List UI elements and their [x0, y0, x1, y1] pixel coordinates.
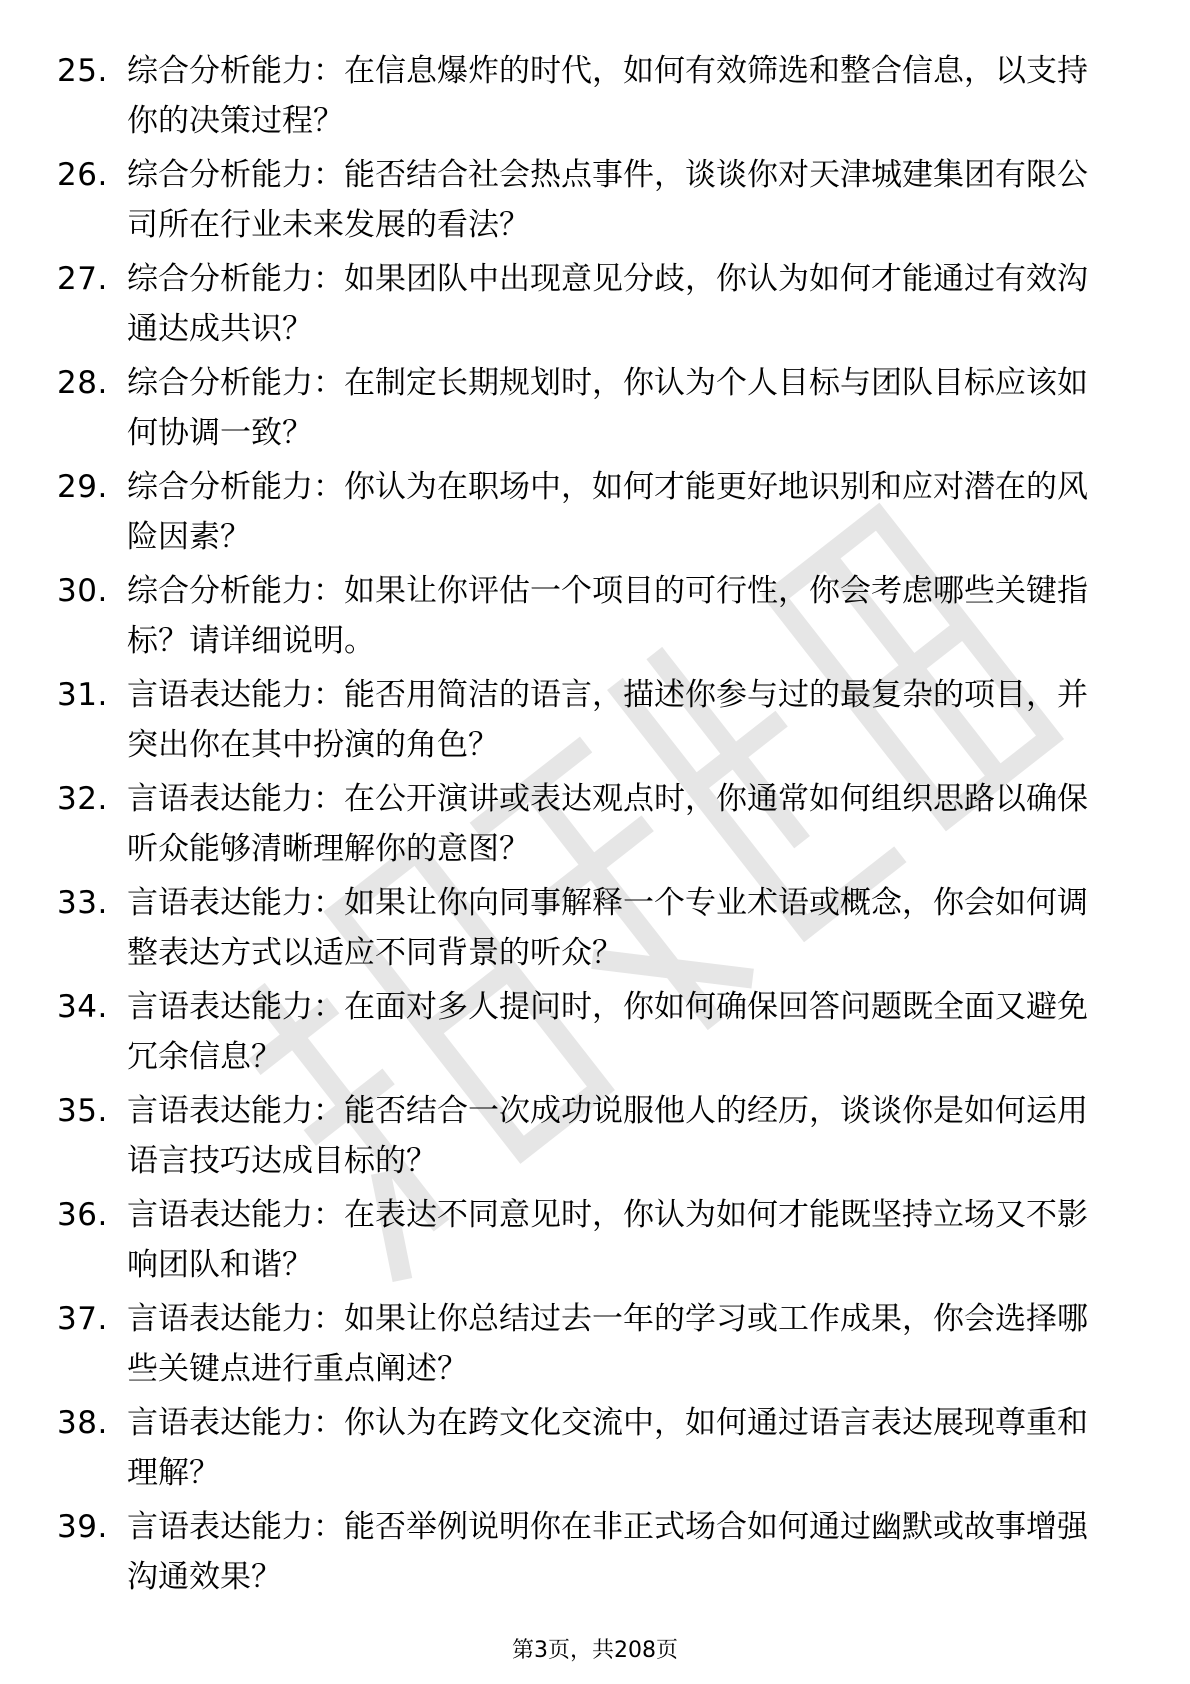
- question-text: 言语表达能力：能否举例说明你在非正式场合如何通过幽默或故事增强沟通效果？: [127, 1509, 1088, 1595]
- list-item: [0, 670, 1190, 774]
- question-number: 27.: [57, 261, 108, 297]
- list-item: [0, 982, 1190, 1086]
- question-text: 言语表达能力：你认为在跨文化交流中，如何通过语言表达展现尊重和理解？: [127, 1405, 1088, 1491]
- question-number: 34.: [57, 989, 108, 1025]
- list-item: [0, 1398, 1190, 1502]
- question-text: 综合分析能力：如果团队中出现意见分歧，你认为如何才能通过有效沟通达成共识？: [127, 261, 1088, 347]
- question-text: 综合分析能力：在制定长期规划时，你认为个人目标与团队目标应该如何协调一致？: [127, 365, 1088, 451]
- question-list: [0, 46, 1190, 1606]
- question-number: 29.: [57, 469, 108, 505]
- list-item: [0, 1086, 1190, 1190]
- question-number: 28.: [57, 365, 108, 401]
- question-text: 言语表达能力：如果让你向同事解释一个专业术语或概念，你会如何调整表达方式以适应不同背景的听众？: [127, 885, 1088, 971]
- list-item: [0, 462, 1190, 566]
- list-item: [0, 878, 1190, 982]
- question-text: 言语表达能力：能否用简洁的语言，描述你参与过的最复杂的项目，并突出你在其中扮演的角色？: [127, 677, 1088, 763]
- question-text: 言语表达能力：在表达不同意见时，你认为如何才能既坚持立场又不影响团队和谐？: [127, 1197, 1088, 1283]
- question-text: 综合分析能力：如果让你评估一个项目的可行性，你会考虑哪些关键指标？请详细说明。: [127, 573, 1088, 659]
- question-text: 综合分析能力：你认为在职场中，如何才能更好地识别和应对潜在的风险因素？: [127, 469, 1088, 555]
- question-number: 30.: [57, 573, 108, 609]
- question-number: 37.: [57, 1301, 108, 1337]
- question-text: 综合分析能力：能否结合社会热点事件，谈谈你对天津城建集团有限公司所在行业未来发展的看法？: [127, 157, 1088, 243]
- list-item: [0, 774, 1190, 878]
- question-number: 32.: [57, 781, 108, 817]
- question-text: 言语表达能力：在公开演讲或表达观点时，你通常如何组织思路以确保听众能够清晰理解你的意图？: [127, 781, 1088, 867]
- page-footer: 第3页，共208页: [512, 1638, 678, 1663]
- question-number: 26.: [57, 157, 108, 193]
- question-text: 言语表达能力：在面对多人提问时，你如何确保回答问题既全面又避免冗余信息？: [127, 989, 1088, 1075]
- list-item: [0, 1190, 1190, 1294]
- question-number: 39.: [57, 1509, 108, 1545]
- list-item: [0, 358, 1190, 462]
- question-number: 35.: [57, 1093, 108, 1129]
- question-number: 38.: [57, 1405, 108, 1441]
- list-item: [0, 150, 1190, 254]
- question-text: 言语表达能力：能否结合一次成功说服他人的经历，谈谈你是如何运用语言技巧达成目标的？: [127, 1093, 1088, 1179]
- question-text: 言语表达能力：如果让你总结过去一年的学习或工作成果，你会选择哪些关键点进行重点阐述？: [127, 1301, 1088, 1387]
- list-item: [0, 254, 1190, 358]
- question-number: 25.: [57, 53, 108, 89]
- list-item: [0, 566, 1190, 670]
- question-number: 31.: [57, 677, 108, 713]
- question-text: 综合分析能力：在信息爆炸的时代，如何有效筛选和整合信息，以支持你的决策过程？: [127, 53, 1088, 139]
- question-number: 36.: [57, 1197, 108, 1233]
- list-item: [0, 1294, 1190, 1398]
- list-item: [0, 1502, 1190, 1606]
- list-item: [0, 46, 1190, 150]
- question-number: 33.: [57, 885, 108, 921]
